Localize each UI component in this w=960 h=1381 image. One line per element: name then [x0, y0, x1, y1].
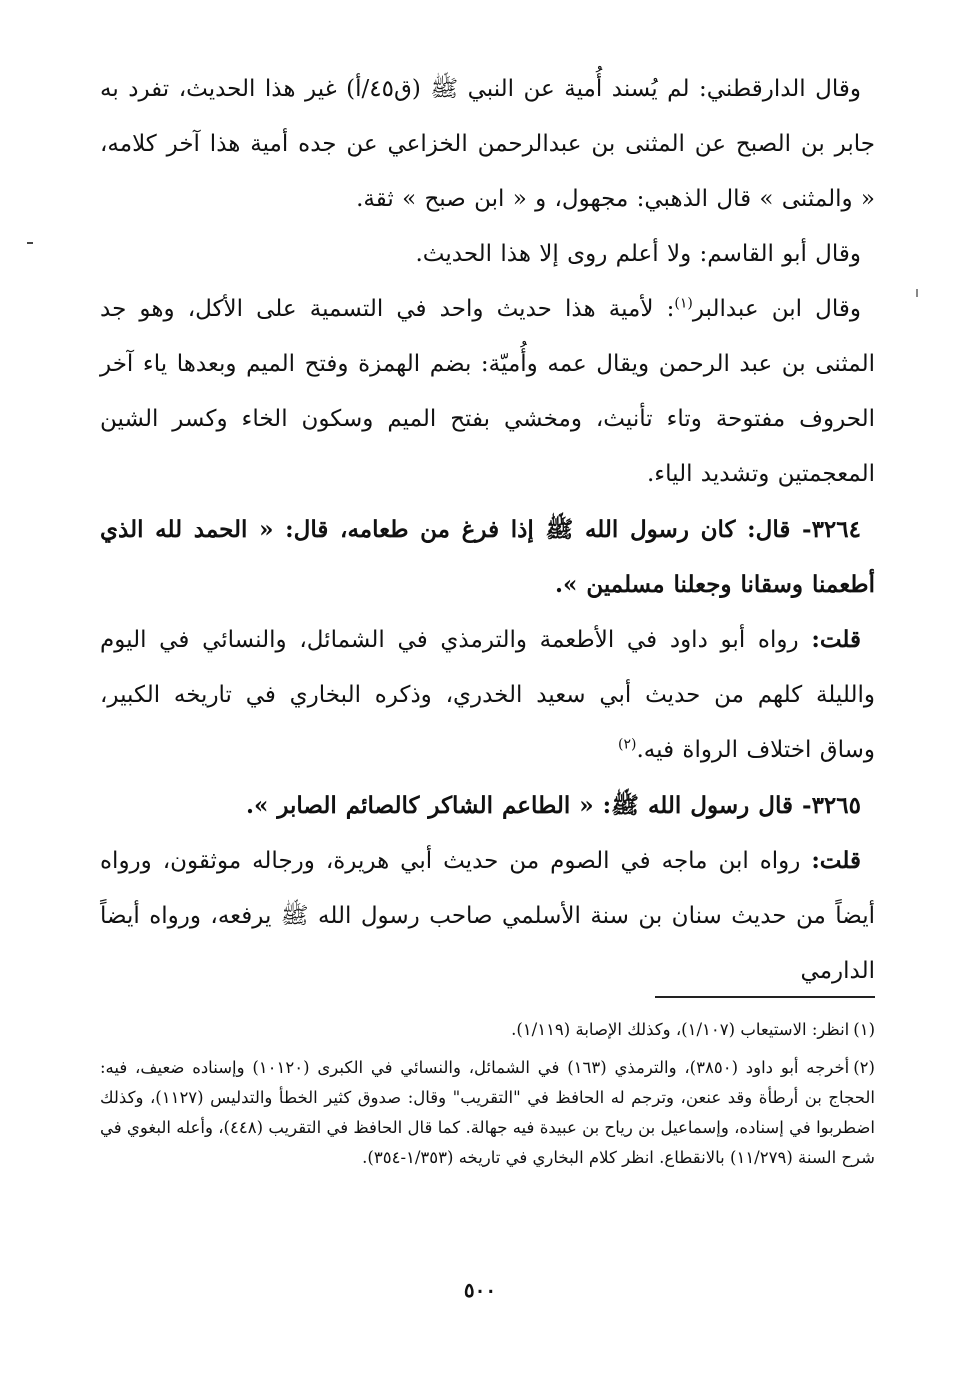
commentary-lead: قلت:: [811, 847, 861, 874]
paragraph: [100, 282, 875, 502]
paragraph-text: وقال الدارقطني: لم يُسند أُمية عن النبي ﷺ (ق٤٥/أ) غير هذا الحديث، تفرد به جابر بن الصبح عن المثنى بن عبدالرحمن الخزاعي عن جده أمية هذا آخر كلامه، « والمثنى » قال الذهبي: مجهول، و « ابن صبح » ثقة.: [100, 76, 875, 212]
footnote-reference[interactable]: (١): [674, 295, 693, 312]
margin-mark: [916, 289, 918, 297]
hadith-3264: [100, 502, 875, 612]
footnote-separator: [655, 996, 875, 998]
footnote-number: (٢): [853, 1058, 875, 1077]
footnotes: [100, 1015, 875, 1181]
paragraph-text: وقال أبو القاسم: ولا أعلم روى إلا هذا الحديث.: [415, 241, 861, 267]
page-body: [100, 62, 875, 999]
margin-mark: [27, 242, 33, 244]
commentary-text: رواه ابن ماجه في الصوم من حديث أبي هريرة، ورجاله موثقون، ورواه أيضاً من حديث سنان بن سنة الأسلمي صاحب رسول الله ﷺ يرفعه، ورواه أيضاً الدارمي: [100, 848, 875, 984]
hadith-text: قال: كان رسول الله ﷺ إذا فرغ من طعامه، قال: « الحمد لله الذي أطعمنا وسقانا وجعلنا مسلمين ».: [100, 516, 875, 598]
hadith-3265: [100, 778, 875, 833]
commentary-lead: قلت:: [811, 626, 862, 653]
hadith-text: قال رسول الله ﷺ: « الطاعم الشاكر كالصائم الصابر ».: [245, 792, 794, 819]
footnote-1: [100, 1015, 875, 1045]
commentary: [100, 833, 875, 999]
hadith-number: ٣٢٦٥-: [802, 792, 861, 819]
commentary-text: رواه أبو داود في الأطعمة والترمذي في الشمائل، والنسائي في اليوم والليلة كلهم من حديث أبي سعيد الخدري، وذكره البخاري في تاريخه الكبير، وساق اختلاف الرواة فيه.: [100, 627, 875, 763]
page-number: ٥٠٠: [463, 1278, 497, 1302]
footnote-text: انظر: الاستيعاب (١/١٠٧)، وكذلك الإصابة (١/١١٩).: [511, 1020, 850, 1039]
paragraph: [100, 62, 875, 227]
paragraph: [100, 227, 875, 282]
footnote-number: (١): [853, 1020, 875, 1039]
paragraph-text: وقال ابن عبدالبر: [692, 296, 861, 322]
footnote-2: [100, 1053, 875, 1173]
commentary: [100, 612, 875, 778]
footnote-reference[interactable]: (٢): [618, 736, 637, 753]
footnote-text: أخرجه أبو داود (٣٨٥٠)، والترمذي (١٦٣) في الشمائل، والنسائي في الكبرى (١٠١٢٠) وإسناده ضعيف، فيه: الحجاج بن أرطأة وقد عنعن، وترجم له الحافظ في "التقريب" وقال: صدوق كثير الخطأ والتدليس (١١٢٧)، وكذلك اضطربوا في إسناده، وإسماعيل بن رياح بن عبيدة فيه جهالة. كما قال الحافظ في التقريب (٤٤٨)، وأعله البغوي في شرح السنة (١١/٢٧٩) بالانقطاع. انظر كلام البخاري في تاريخه (١/٣٥٣-٣٥٤).: [100, 1058, 876, 1167]
paragraph-text: : لأمية هذا حديث واحد في التسمية على الأكل، وهو جد المثنى بن عبد الرحمن ويقال عمه وأُميّة: بضم الهمزة وفتح الميم وبعدها ياء آخر الحروف مفتوحة وتاء تأنيث، ومخشي بفتح الميم وسكون الخاء وكسر الشين المعجمتين وتشديد الياء.: [100, 296, 875, 487]
hadith-number: ٣٢٦٤-: [802, 516, 861, 543]
